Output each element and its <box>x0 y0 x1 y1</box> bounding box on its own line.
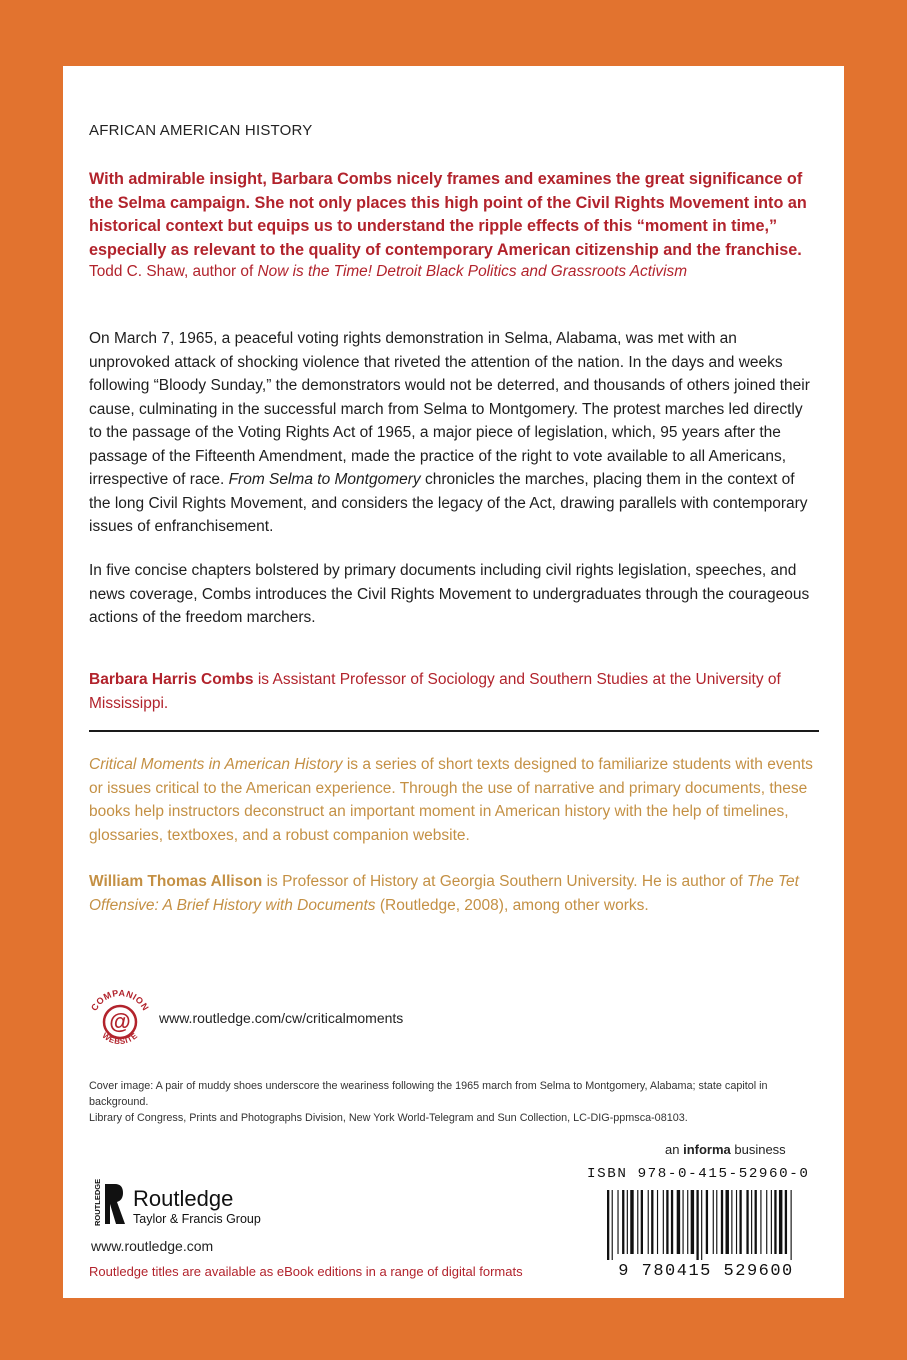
barcode-bar <box>716 1190 717 1254</box>
barcode-bar <box>696 1190 698 1260</box>
barcode-bar <box>671 1190 673 1254</box>
routledge-logo <box>89 1176 279 1236</box>
barcode-bar <box>755 1190 757 1254</box>
barcode-bar <box>713 1190 714 1254</box>
endorsement-quote: With admirable insight, Barbara Combs nicely frames and examines the great significance of the Selma campaign. She not only places this high point of the Civil Rights Movement into an historical context but equips us to understand the ripple effects of this “moment in time,” especially as relevant to the quality of contemporary American citizenship and the franchise. <box>89 170 807 259</box>
barcode-bar <box>691 1190 694 1254</box>
companion-badge-bottom: WEBSITE <box>100 1031 140 1047</box>
series-editor-text-b: (Routledge, 2008), among other works. <box>375 896 649 914</box>
credit-line-2: Library of Congress, Prints and Photographs Division, New York World-Telegram and Sun Collection, LC-DIG-ppmsca-08103. <box>89 1112 688 1124</box>
author-name: Barbara Harris Combs <box>89 671 254 688</box>
description-paragraph-2: In five concise chapters bolstered by primary documents including civil rights legislation, speeches, and news coverage, Combs introduces the Civil Rights Movement to undergraduates through the courageous actions of the freedom marchers. <box>89 562 810 626</box>
barcode-bar <box>785 1190 787 1254</box>
barcode-bar <box>617 1190 618 1254</box>
category-label: AFRICAN AMERICAN HISTORY <box>89 122 313 139</box>
barcode-bar <box>746 1190 748 1254</box>
svg-text:@: @ <box>109 1009 131 1034</box>
back-cover-panel <box>63 66 844 1298</box>
endorsement-attribution <box>89 261 824 283</box>
barcode-bar <box>731 1190 732 1254</box>
barcode-bar <box>666 1190 668 1254</box>
informa-suffix: business <box>730 1142 786 1157</box>
series-editor-bio <box>89 870 819 917</box>
barcode-bar <box>736 1190 737 1254</box>
description-text-b: chronicles the marches, placing them in the context of the long Civil Rights Movement, and considers the legacy of the Act, drawing parallels with contemporary issues of enfranchisement. <box>89 471 808 535</box>
barcode-bar <box>760 1190 761 1254</box>
barcode-bar <box>648 1190 649 1254</box>
barcode-bar <box>774 1190 776 1254</box>
barcode-bar <box>701 1190 702 1260</box>
barcode-bar <box>657 1190 658 1254</box>
publisher-group: Taylor & Francis Group <box>133 1212 261 1226</box>
description-paragraph-1 <box>89 327 819 539</box>
barcode-bar <box>612 1190 613 1260</box>
isbn-label: ISBN 978-0-415-52960-0 <box>587 1166 810 1182</box>
isbn-barcode <box>595 1186 817 1278</box>
author-bio-text: is Assistant Professor of Sociology and Southern Studies at the University of Mississippi. <box>89 671 781 712</box>
attribution-prefix: Todd C. Shaw, author of <box>89 263 258 280</box>
author-bio <box>89 668 819 715</box>
barcode-bar <box>677 1190 680 1254</box>
barcode-bar <box>607 1190 609 1260</box>
barcode-bar <box>637 1190 638 1254</box>
barcode-bar <box>630 1190 633 1254</box>
barcode-bar <box>771 1190 772 1254</box>
barcode-digits: 9 780415 529600 <box>618 1262 794 1278</box>
attribution-book-title: Now is the Time! Detroit Black Politics and Grassroots Activism <box>257 263 688 280</box>
barcode-bar <box>651 1190 653 1254</box>
informa-name: informa <box>683 1142 731 1157</box>
section-divider <box>89 730 819 732</box>
book-title: From Selma to Montgomery <box>228 471 421 488</box>
barcode-bar <box>726 1190 729 1254</box>
logo-spine-text: ROUTLEDGE <box>93 1178 102 1226</box>
barcode-bar <box>687 1190 688 1254</box>
companion-website-link[interactable]: www.routledge.com/cw/criticalmoments <box>159 1010 404 1026</box>
companion-badge-top: COMPANION <box>89 987 151 1013</box>
informa-business-label <box>665 1142 786 1157</box>
barcode-bar <box>641 1190 643 1254</box>
routledge-r-icon <box>105 1184 125 1224</box>
barcode-bar <box>622 1190 624 1254</box>
barcode-bar <box>706 1190 708 1254</box>
barcode-bar <box>779 1190 782 1254</box>
publisher-name: Routledge <box>133 1186 234 1211</box>
informa-prefix: an <box>665 1142 684 1157</box>
series-text: is a series of short texts designed to familiarize students with events or issues critical to the American experience. Through the use of narrative and primary documents, these books help instructors deconstruct an important moment in American history with the help of timelines, glossaries, textboxes, and a robust companion website. <box>89 756 813 844</box>
ebook-note: Routledge titles are available as eBook editions in a range of digital formats <box>89 1264 523 1279</box>
description-text-a: On March 7, 1965, a peaceful voting rights demonstration in Selma, Alabama, was met with an unprovoked attack of shocking violence that riveted the attention of the nation. In the days and weeks following “Bloody Sunday,” the demonstrators would not be deterred, and thousands of others joined their cause, culminating in the successful march from Selma to Montgomery. The protest marches led directly to the passage of the Voting Rights Act of 1965, a major piece of legislation, which, 95 years after the passage of the Fifteenth Amendment, made the practice of the right to vote available to all Americans, irrespective of race. <box>89 330 810 488</box>
credit-line-1: Cover image: A pair of muddy shoes underscore the weariness following the 1965 march from Selma to Montgomery, Alabama; state capitol in background. <box>89 1080 768 1108</box>
series-description <box>89 753 819 847</box>
publisher-website[interactable]: www.routledge.com <box>91 1238 214 1254</box>
barcode-bar <box>791 1190 792 1260</box>
barcode-bar <box>766 1190 767 1254</box>
series-editor-name: William Thomas Allison <box>89 873 263 890</box>
companion-website-badge-icon <box>81 982 159 1060</box>
barcode-bar <box>663 1190 664 1254</box>
cover-image-credit <box>89 1078 829 1126</box>
series-editor-text-a: is Professor of History at Georgia Southern University. He is author of <box>262 873 747 890</box>
barcode-bar <box>721 1190 723 1254</box>
series-title: Critical Moments in American History <box>89 756 343 773</box>
series-editor-book-title: The Tet Offensive: A Brief History with Documents <box>89 873 799 914</box>
barcode-bar <box>751 1190 752 1254</box>
barcode-bar <box>683 1190 684 1254</box>
barcode-bar <box>739 1190 741 1254</box>
barcode-bar <box>627 1190 628 1254</box>
